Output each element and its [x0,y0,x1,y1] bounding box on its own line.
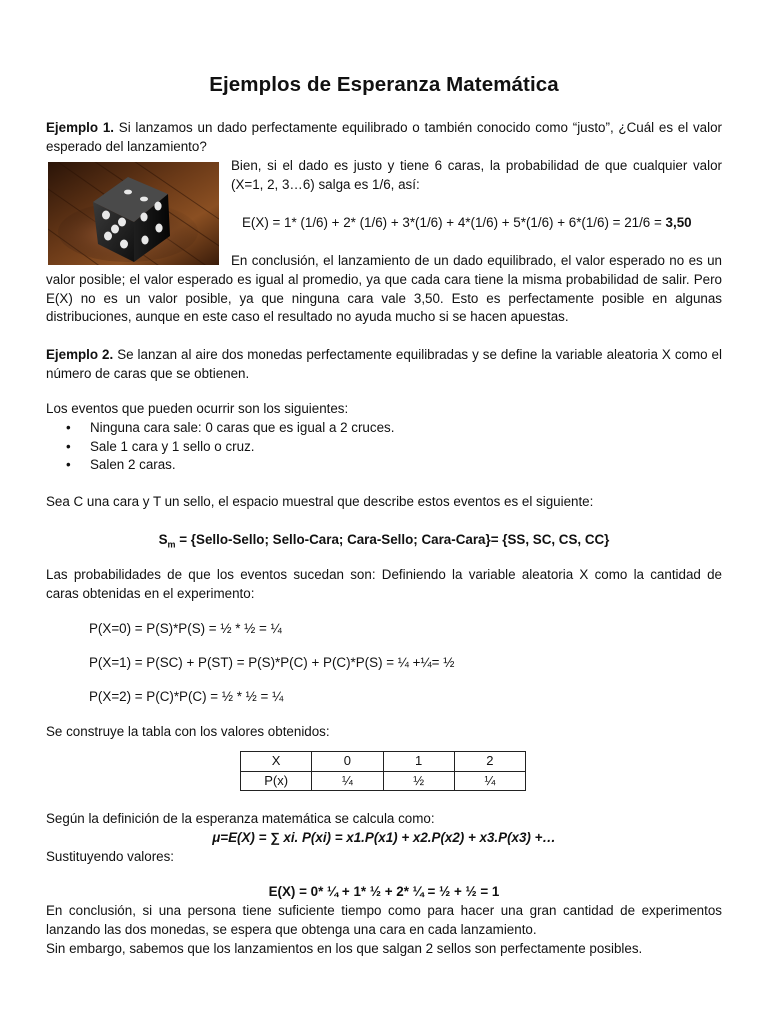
ex1-formula: E(X) = 1* (1/6) + 2* (1/6) + 3*(1/6) + 4*(1/6) + 5*(1/6) + 6*(1/6) = 21/6 = 3,50 [242,215,692,230]
table-cell: 1 [383,752,454,772]
table-cell: P(x) [241,771,312,791]
ex1-question-line2: esperado del lanzamiento? [46,139,207,154]
ex1-concl-line2: valor posible; el valor esperado es igual al promedio, ya que cada cara tiene la misma probabilidad de salir. Pero [46,272,722,287]
table-row [241,771,526,791]
ex2-events-intro: Los eventos que pueden ocurrir son los siguientes: [46,401,349,416]
table-cell: X [241,752,312,772]
ex2-text-line1: Ejemplo 2. Se lanzan al aire dos monedas perfectamente equilibradas y se define la variable aleatoria X como el [46,347,722,362]
ex2-prob-intro-line1: Las probabilidades de que los eventos sucedan son: Definiendo la variable aleatoria X como la cantidad de [46,567,722,582]
dice-icon [48,162,219,265]
ex1-intro-line2: (X=1, 2, 3…6) salga es 1/6, así: [231,177,420,192]
ex2-p0: P(X=0) = P(S)*P(S) = ½ * ½ = ¼ [89,621,282,636]
ex1-formula-result: 3,50 [665,215,692,230]
ex1-label: Ejemplo 1. [46,120,115,135]
ex2-label: Ejemplo 2. [46,347,114,362]
ex2-final-line3: Sin embargo, sabemos que los lanzamientos en los que salgan 2 sellos son perfectamente posibles. [46,941,643,956]
table-cell: ¼ [312,771,383,791]
ex1-concl-line1: En conclusión, el lanzamiento de un dado equilibrado, el valor esperado no es un [231,253,722,268]
ex2-table-intro: Se construye la tabla con los valores obtenidos: [46,724,330,739]
ex1-intro-line1: Bien, si el dado es justo y tiene 6 caras, la probabilidad de que cualquier valor [231,158,722,173]
ex2-sample-intro: Sea C una cara y T un sello, el espacio muestral que describe estos eventos es el siguiente: [46,494,594,509]
ex1-concl-line4: distribuciones, aunque en este caso el resultado no ayuda mucho si se hacen apuestas. [46,309,569,324]
ex2-subst: Sustituyendo valores: [46,849,175,864]
ex2-sample-space: $S_m$ = {Sello-Sello; Sello-Cara; Cara-Sello; Cara-Cara}= {SS, SC, CS, CC} [158,532,610,550]
table-cell: 0 [312,752,383,772]
ex2-p1: P(X=1) = P(SC) + P(ST) = P(S)*P(C) + P(C)*P(S) = ¼ +¼= ½ [89,655,455,670]
ex1-concl-line3: E(X) no es un valor posible, ya que ninguna cara vale 3,50. Esto es perfectamente posible en algunas [46,291,722,306]
ex2-text-line2: número de caras que se obtienen. [46,366,250,381]
ex2-p2: P(X=2) = P(C)*P(C) = ½ * ½ = ¼ [89,689,284,704]
list-item: • Ninguna cara sale: 0 caras que es igual a 2 cruces. [46,419,722,438]
ex2-prob-intro-line2: caras obtenidas en el experimento: [46,586,255,601]
ex2-final-line1: En conclusión, si una persona tiene suficiente tiempo como para hacer una gran cantidad de experimentos [46,903,722,918]
ex2-def-formula: μ=E(X) = ∑ xi. P(xi) = x1.P(x1) + x2.P(x2) + x3.P(x3) +… [212,830,556,845]
table-cell: 2 [454,752,525,772]
ex2-events-list [46,419,722,475]
ex1-question-line1: Ejemplo 1. Si lanzamos un dado perfectamente equilibrado o también conocido como “justo”, ¿Cuál es el valor [46,120,722,135]
page-title: Ejemplos de Esperanza Matemática [209,73,559,96]
ex2-def-intro: Según la definición de la esperanza matemática se calcula como: [46,811,435,826]
table-cell: ½ [383,771,454,791]
table-cell: ¼ [454,771,525,791]
list-item: • Salen 2 caras. [46,456,722,475]
table-row [241,752,526,772]
ex2-final-line2: lanzando las dos monedas, se espera que obtenga una cara en cada lanzamiento. [46,922,537,937]
ex2-result: E(X) = 0* ¼ + 1* ½ + 2* ¼ = ½ + ½ = 1 [268,884,500,899]
values-table [240,751,526,791]
list-item: • Sale 1 cara y 1 sello o cruz. [46,438,722,457]
